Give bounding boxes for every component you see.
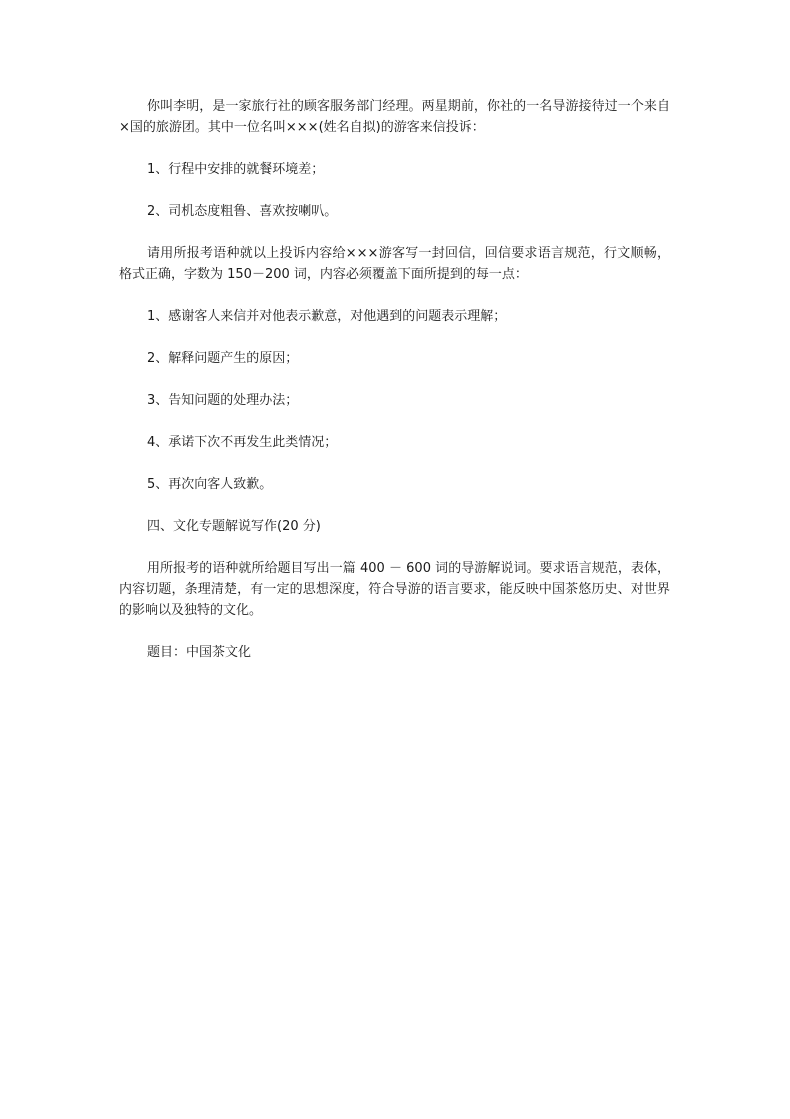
- requirement-item-4: 4、承诺下次不再发生此类情况；: [147, 435, 338, 450]
- requirement-item-2: 2、解释问题产生的原因；: [147, 351, 299, 366]
- complaint-item-1: 1、行程中安排的就餐环境差；: [147, 162, 325, 177]
- topic-line: 题目：中国茶文化: [147, 645, 252, 660]
- requirement-item-1: 1、感谢客人来信并对他表示歉意，对他遇到的问题表示理解；: [147, 309, 507, 324]
- requirement-item-5: 5、再次向客人致歉。: [147, 477, 273, 492]
- task-instruction-paragraph: 请用所报考语种就以上投诉内容给×××游客写一封回信，回信要求语言规范，行文顺畅，格式正确，字数为 150－200 词，内容必须覆盖下面所提到的每一点：: [119, 246, 670, 282]
- requirement-item-3: 3、告知问题的处理办法；: [147, 393, 299, 408]
- document-body: [119, 96, 670, 663]
- section-heading: 四、文化专题解说写作(20 分): [147, 519, 321, 534]
- intro-paragraph: 你叫李明，是一家旅行社的顾客服务部门经理。两星期前，你社的一名导游接待过一个来自×国的旅游团。其中一位名叫×××(姓名自拟)的游客来信投诉：: [119, 99, 670, 135]
- complaint-item-2: 2、司机态度粗鲁、喜欢按喇叭。: [147, 204, 338, 219]
- section-instruction-paragraph: 用所报考的语种就所给题目写出一篇 400 － 600 词的导游解说词。要求语言规范，表体，内容切题，条理清楚，有一定的思想深度，符合导游的语言要求，能反映中国茶悠历史、对世界的影响以及独特的文化。: [119, 561, 670, 618]
